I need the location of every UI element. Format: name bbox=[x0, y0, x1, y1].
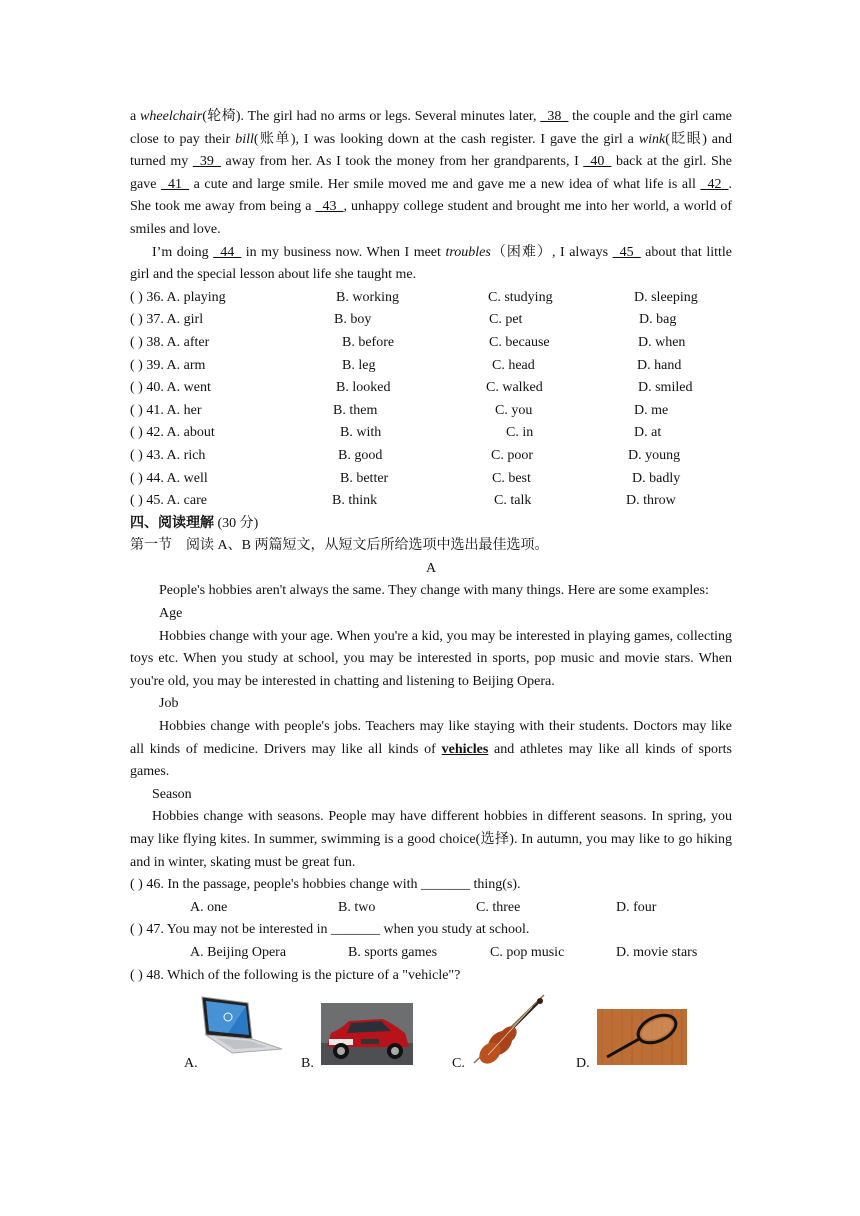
option-a: ( ) 45. A. care bbox=[130, 493, 207, 509]
option-c: C. best bbox=[492, 470, 531, 486]
option-a: ( ) 41. A. her bbox=[130, 402, 202, 418]
text: I’m doing bbox=[152, 244, 214, 260]
word-bill: bill bbox=[235, 131, 254, 147]
option-d: D. at bbox=[634, 425, 662, 441]
section-heading bbox=[130, 513, 732, 536]
option-c: C. poor bbox=[491, 447, 533, 463]
options-47 bbox=[130, 942, 732, 965]
text: in my business now. When I meet bbox=[241, 244, 446, 260]
picture-label-d: D. bbox=[576, 1056, 590, 1072]
text: (眨眼) and turned my bbox=[130, 131, 732, 170]
option-a: ( ) 37. A. girl bbox=[130, 312, 204, 328]
option-b: B. looked bbox=[336, 380, 391, 396]
blank-38: _38_ bbox=[540, 109, 569, 124]
subheading-age: Age bbox=[159, 606, 183, 622]
text: （困难）, I always bbox=[490, 244, 613, 260]
laptop-icon bbox=[198, 995, 284, 1059]
option-d: D. throw bbox=[626, 493, 676, 509]
option-a: ( ) 38. A. after bbox=[130, 334, 210, 350]
word-troubles: troubles bbox=[445, 244, 491, 260]
text: (账单), I was looking down at the cash register. I gave the girl a bbox=[253, 131, 639, 147]
option-a: ( ) 40. A. went bbox=[130, 380, 211, 396]
picture-label-c: C. bbox=[452, 1056, 465, 1072]
picture-options bbox=[130, 991, 732, 1071]
word-vehicles: vehicles bbox=[441, 741, 489, 757]
option-d: D. smiled bbox=[638, 380, 693, 396]
option-c: C. because bbox=[489, 334, 550, 350]
question-47: ( ) 47. You may not be interested in _______ when you study at school. bbox=[130, 922, 530, 938]
text: a cute and large smile. Her smile moved me and gave me a new idea of what life is all bbox=[189, 176, 701, 192]
option-d: D. sleeping bbox=[634, 289, 698, 305]
option-b: B. before bbox=[342, 334, 395, 350]
blank-39: _39_ bbox=[192, 154, 221, 170]
question-46: ( ) 46. In the passage, people's hobbies change with _______ thing(s). bbox=[130, 877, 521, 893]
option-c: C. pet bbox=[489, 312, 523, 328]
word-wink: wink bbox=[638, 131, 666, 147]
paragraph-age: Hobbies change with your age. When you're a kid, you may be interested in playing games, collecting toys etc. When you study at school, you may be interested in sports, pop music and movie stars. When you're old, you may be interested in chatting and listening to Beijing Opera. bbox=[130, 628, 732, 689]
text: back at the girl. She gave bbox=[130, 154, 732, 192]
option-c: C. three bbox=[476, 899, 521, 915]
paragraph-job bbox=[130, 716, 732, 784]
text: (轮椅). The girl had no arms or legs. Several minutes later, bbox=[202, 109, 541, 124]
option-b: B. two bbox=[338, 899, 376, 915]
text: away from her. As I took the money from her grandparents, I bbox=[220, 154, 584, 170]
option-c: C. you bbox=[495, 402, 533, 418]
text: a bbox=[130, 109, 141, 124]
option-b: B. think bbox=[332, 493, 378, 509]
option-b: B. better bbox=[340, 470, 389, 486]
option-d: D. me bbox=[634, 402, 669, 418]
option-c: C. in bbox=[506, 425, 534, 441]
picture-label-a: A. bbox=[184, 1056, 198, 1072]
option-b: B. leg bbox=[342, 357, 376, 373]
violin-icon bbox=[470, 993, 548, 1067]
car-icon bbox=[321, 1003, 413, 1065]
section-title: 四、阅读理解 bbox=[130, 515, 214, 531]
text: about that little girl and the special lesson about life she taught me. bbox=[130, 244, 732, 283]
question-row bbox=[130, 468, 732, 491]
option-c: C. head bbox=[492, 357, 535, 373]
option-a: ( ) 44. A. well bbox=[130, 470, 208, 486]
subheading-job: Job bbox=[159, 696, 179, 712]
question-row bbox=[130, 355, 732, 378]
text: Hobbies change with people's jobs. Teachers may like staying with their students. Doctors may like all kinds of medicine. Drivers may like all kinds of bbox=[130, 719, 732, 757]
question-row bbox=[130, 490, 732, 513]
option-a: ( ) 36. A. playing bbox=[130, 289, 226, 305]
question-48: ( ) 48. Which of the following is the picture of a "vehicle"? bbox=[130, 967, 461, 983]
text: the couple and the girl came close to pay their bbox=[130, 109, 732, 147]
option-d: D. when bbox=[638, 334, 686, 350]
option-c: C. walked bbox=[486, 380, 543, 396]
passage-intro: People's hobbies aren't always the same. They change with many things. Here are some examples: bbox=[159, 583, 709, 599]
cloze-question-list bbox=[130, 287, 732, 513]
option-d: D. movie stars bbox=[616, 944, 698, 960]
option-b: B. working bbox=[336, 289, 399, 305]
options-46 bbox=[130, 897, 732, 920]
question-row bbox=[130, 377, 732, 400]
blank-40: _40_ bbox=[583, 154, 612, 170]
text: and athletes may like all kinds of sports games. bbox=[130, 741, 732, 780]
question-row bbox=[130, 309, 732, 332]
blank-42: _42_ bbox=[700, 176, 729, 192]
question-row bbox=[130, 445, 732, 468]
option-b: B. them bbox=[333, 402, 378, 418]
option-c: C. studying bbox=[488, 289, 553, 305]
part-instruction: 第一节 阅读 A、B 两篇短文，从短文后所给选项中选出最佳选项。 bbox=[130, 538, 549, 554]
option-d: D. four bbox=[616, 899, 657, 915]
question-row bbox=[130, 332, 732, 355]
option-c: C. talk bbox=[494, 493, 532, 509]
paragraph-season: Hobbies change with seasons. People may have different hobbies in different seasons. In spring, you may like flying kites. In summer, swimming is a good choice(选择). In autumn, you may like to go hiking and in winter, skating must be great fun. bbox=[130, 809, 732, 870]
option-d: D. bag bbox=[639, 312, 677, 328]
text: . She took me away from being a bbox=[130, 176, 732, 215]
option-a: ( ) 39. A. arm bbox=[130, 357, 206, 373]
exam-page bbox=[130, 106, 732, 1071]
question-row bbox=[130, 287, 732, 310]
option-a: ( ) 42. A. about bbox=[130, 425, 215, 441]
question-row bbox=[130, 400, 732, 423]
blank-41: _41_ bbox=[161, 176, 190, 192]
option-d: D. young bbox=[628, 447, 681, 463]
word-wheelchair: wheelchair bbox=[140, 109, 203, 124]
option-d: D. badly bbox=[632, 470, 681, 486]
cloze-paragraph-2 bbox=[130, 242, 732, 287]
option-b: B. good bbox=[338, 447, 383, 463]
blank-44: _44_ bbox=[213, 244, 242, 260]
picture-label-b: B. bbox=[301, 1056, 314, 1072]
option-b: B. with bbox=[340, 425, 382, 441]
blank-45: _45_ bbox=[612, 244, 641, 260]
passage-label: A bbox=[425, 560, 437, 576]
option-d: D. hand bbox=[637, 357, 682, 373]
cloze-paragraph-1 bbox=[130, 106, 732, 242]
option-a: A. Beijing Opera bbox=[190, 944, 287, 960]
subheading-season: Season bbox=[152, 786, 192, 802]
text: , unhappy college student and brought me into her world, a world of smiles and love. bbox=[130, 199, 732, 237]
racket-icon bbox=[597, 1009, 687, 1065]
section-score: (30 分) bbox=[214, 515, 259, 531]
question-row bbox=[130, 422, 732, 445]
blank-43: _43_ bbox=[315, 199, 344, 215]
option-b: B. boy bbox=[334, 312, 372, 328]
option-a: ( ) 43. A. rich bbox=[130, 447, 206, 463]
option-b: B. sports games bbox=[348, 944, 438, 960]
option-a: A. one bbox=[190, 899, 228, 915]
option-c: C. pop music bbox=[490, 944, 565, 960]
